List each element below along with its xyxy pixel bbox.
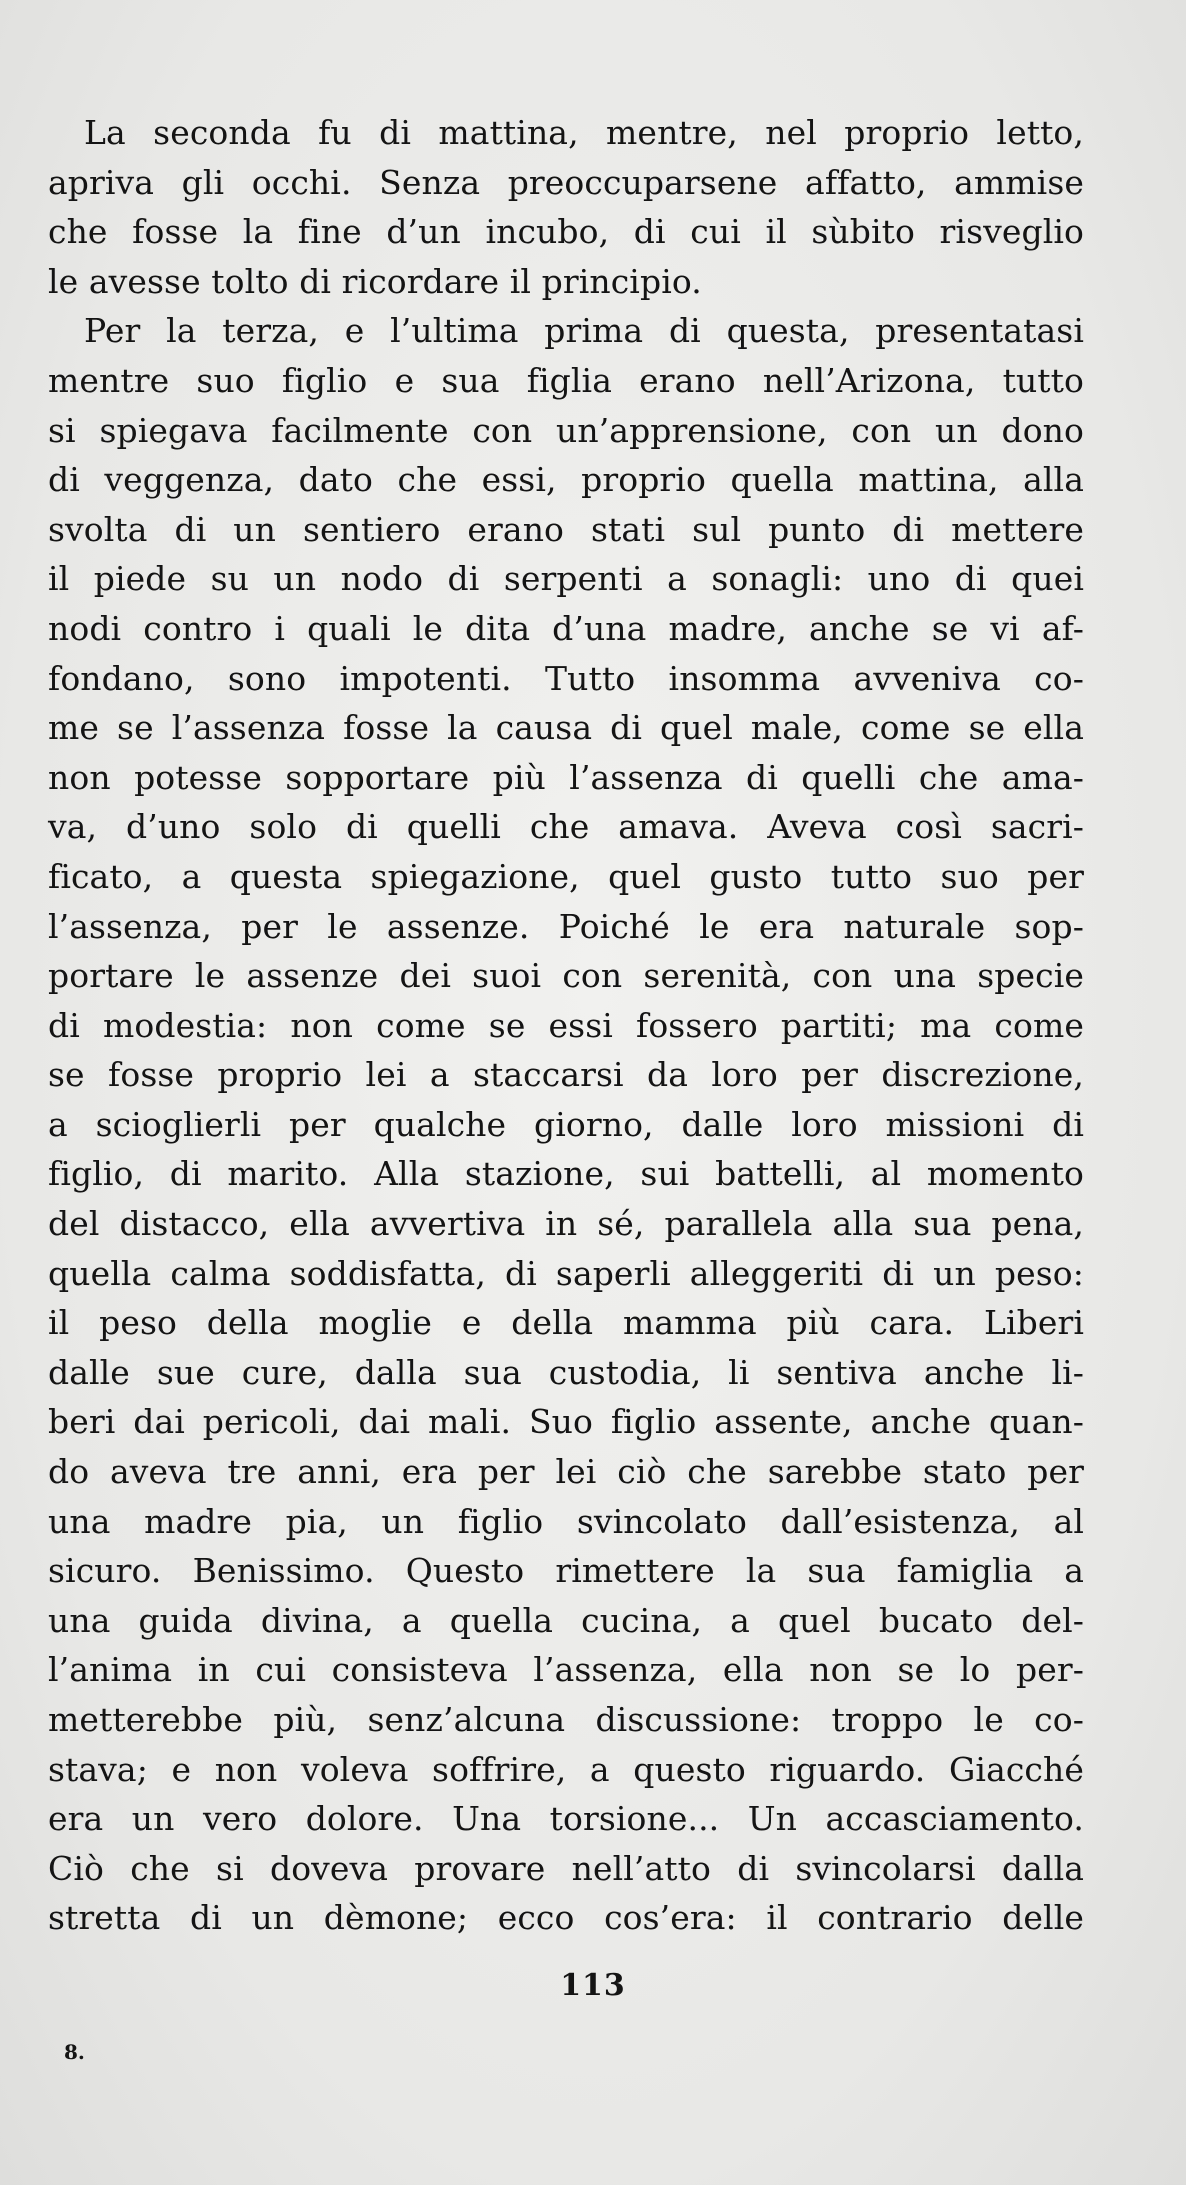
text-line: non potesse sopportare più l’assenza di quelli che ama- [48, 757, 1084, 797]
text-line: che fosse la fine d’un incubo, di cui il sùbito risveglio [48, 212, 1084, 252]
text-line: una guida divina, a quella cucina, a quel bucato del- [48, 1600, 1084, 1640]
text-line: mentre suo figlio e sua figlia erano nell’Arizona, tutto [48, 360, 1084, 400]
page-number: 113 [560, 1968, 626, 2003]
text-line: l’anima in cui consisteva l’assenza, ella non se lo per- [48, 1650, 1084, 1690]
text-line: di modestia: non come se essi fossero partiti; ma come [48, 1005, 1084, 1045]
body-text [48, 108, 1084, 1943]
text-line: ficato, a questa spiegazione, quel gusto tutto suo per [48, 856, 1084, 896]
text-line: figlio, di marito. Alla stazione, sui battelli, al momento [48, 1154, 1084, 1194]
text-line: quella calma soddisfatta, di saperli alleggeriti di un peso: [48, 1253, 1084, 1293]
text-line: Ciò che si doveva provare nell’atto di svincolarsi dalla [48, 1848, 1084, 1888]
text-line: me se l’assenza fosse la causa di quel male, come se ella [48, 708, 1084, 748]
text-line: apriva gli occhi. Senza preoccuparsene affatto, ammise [48, 162, 1084, 202]
text-line: beri dai pericoli, dai mali. Suo figlio assente, anche quan- [48, 1402, 1084, 1442]
text-line: il piede su un nodo di serpenti a sonagli: uno di quei [48, 559, 1084, 599]
text-line: stretta di un dèmone; ecco cos’era: il contrario delle [48, 1898, 1084, 1938]
text-line: le avesse tolto di ricordare il principio. [48, 261, 702, 301]
text-line: stava; e non voleva soffrire, a questo riguardo. Giacché [48, 1749, 1084, 1789]
text-line: l’assenza, per le assenze. Poiché le era naturale sop- [48, 906, 1084, 946]
text-line: si spiegava facilmente con un’apprensione, con un dono [48, 410, 1084, 450]
text-line: La seconda fu di mattina, mentre, nel proprio letto, [84, 113, 1084, 152]
text-line: una madre pia, un figlio svincolato dall’esistenza, al [48, 1501, 1084, 1541]
text-line: svolta di un sentiero erano stati sul punto di mettere [48, 509, 1084, 549]
text-line: se fosse proprio lei a staccarsi da loro per discrezione, [48, 1055, 1084, 1095]
text-line: dalle sue cure, dalla sua custodia, li sentiva anche li- [48, 1352, 1084, 1392]
text-line: do aveva tre anni, era per lei ciò che sarebbe stato per [48, 1452, 1084, 1492]
text-line: il peso della moglie e della mamma più cara. Liberi [48, 1303, 1084, 1343]
text-line: nodi contro i quali le dita d’una madre, anche se vi af- [48, 608, 1084, 648]
text-line: del distacco, ella avvertiva in sé, parallela alla sua pena, [48, 1204, 1084, 1244]
text-line: a scioglierli per qualche giorno, dalle loro missioni di [48, 1104, 1084, 1144]
text-line: va, d’uno solo di quelli che amava. Aveva così sacri- [48, 807, 1084, 847]
text-line: di veggenza, dato che essi, proprio quella mattina, alla [48, 460, 1084, 500]
text-line: sicuro. Benissimo. Questo rimettere la sua famiglia a [48, 1551, 1084, 1591]
text-line: metterebbe più, senz’alcuna discussione: troppo le co- [48, 1700, 1084, 1739]
text-line: era un vero dolore. Una torsione... Un accasciamento. [48, 1799, 1084, 1839]
text-line: Per la terza, e l’ultima prima di questa, presentatasi [84, 311, 1084, 351]
signature-mark: 8. [64, 2040, 85, 2064]
text-line: fondano, sono impotenti. Tutto insomma avveniva co- [48, 658, 1084, 698]
text-line: portare le assenze dei suoi con serenità, con una specie [48, 956, 1084, 996]
